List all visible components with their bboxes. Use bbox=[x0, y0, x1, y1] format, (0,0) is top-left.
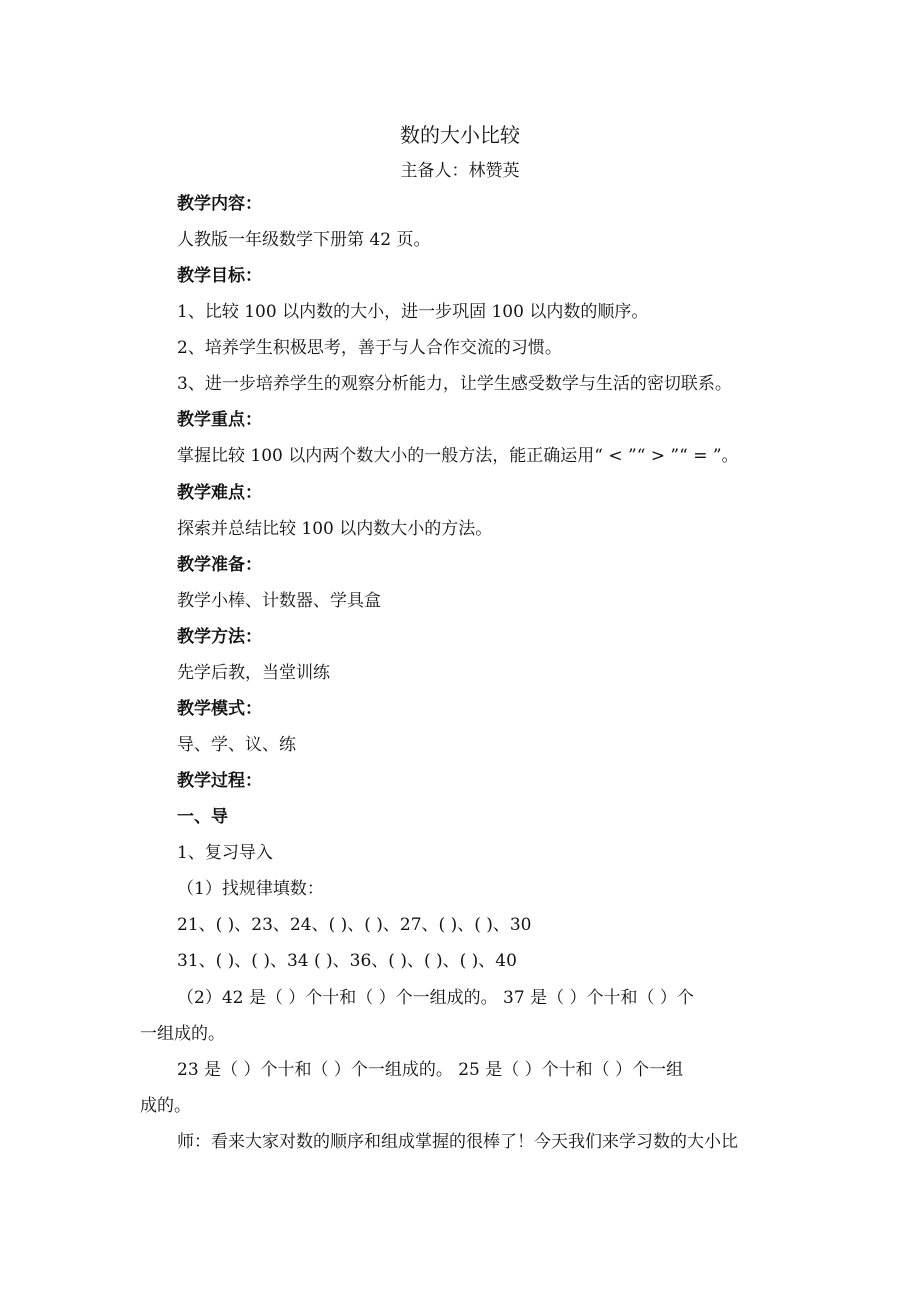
paragraph-line: 1、比较 100 以内数的大小，进一步巩固 100 以内数的顺序。 bbox=[177, 302, 649, 322]
exercise-line: 21、( )、23、24、( )、( )、27、( )、( )、30 bbox=[177, 915, 532, 935]
heading-key-points: 教学重点： bbox=[177, 410, 262, 430]
heading-methods: 教学方法： bbox=[177, 627, 262, 647]
paragraph-line: 掌握比较 100 以内两个数大小的一般方法，能正确运用“ < ”“ > ”“ = ”。 bbox=[177, 446, 739, 466]
paragraph-line: （1）找规律填数： bbox=[177, 879, 324, 899]
heading-teaching-goals: 教学目标： bbox=[177, 266, 262, 286]
document-title: 数的大小比较 bbox=[400, 123, 520, 147]
exercise-line: 一组成的。 bbox=[140, 1024, 225, 1044]
paragraph-line: 探索并总结比较 100 以内数大小的方法。 bbox=[177, 519, 493, 539]
heading-preparation: 教学准备： bbox=[177, 555, 262, 575]
paragraph-line: 先学后教，当堂训练 bbox=[177, 663, 330, 683]
exercise-line: 23 是（ ）个十和（ ）个一组成的。 25 是（ ）个十和（ ）个一组 bbox=[177, 1060, 684, 1080]
paragraph-line: 1、复习导入 bbox=[177, 843, 273, 863]
paragraph-line: 人教版一年级数学下册第 42 页。 bbox=[177, 230, 431, 250]
exercise-line: 31、( )、( )、34 ( )、36、( )、( )、( )、40 bbox=[177, 951, 517, 971]
paragraph-line: 导、学、议、练 bbox=[177, 735, 296, 755]
exercise-line: （2）42 是（ ）个十和（ ）个一组成的。 37 是（ ）个十和（ ）个 bbox=[177, 988, 694, 1008]
heading-mode: 教学模式： bbox=[177, 699, 262, 719]
paragraph-line: 2、培养学生积极思考，善于与人合作交流的习惯。 bbox=[177, 338, 562, 358]
heading-teaching-content: 教学内容： bbox=[177, 194, 262, 214]
paragraph-line: 教学小棒、计数器、学具盒 bbox=[177, 591, 381, 611]
section-heading-guide: 一、导 bbox=[177, 807, 228, 827]
paragraph-line: 师：看来大家对数的顺序和组成掌握的很棒了！今天我们来学习数的大小比 bbox=[177, 1132, 738, 1152]
heading-process: 教学过程： bbox=[177, 771, 262, 791]
exercise-line: 成的。 bbox=[140, 1096, 191, 1116]
paragraph-line: 3、进一步培养学生的观察分析能力，让学生感受数学与生活的密切联系。 bbox=[177, 374, 732, 394]
document-author: 主备人：林赞英 bbox=[400, 161, 520, 181]
heading-difficulties: 教学难点： bbox=[177, 483, 262, 503]
